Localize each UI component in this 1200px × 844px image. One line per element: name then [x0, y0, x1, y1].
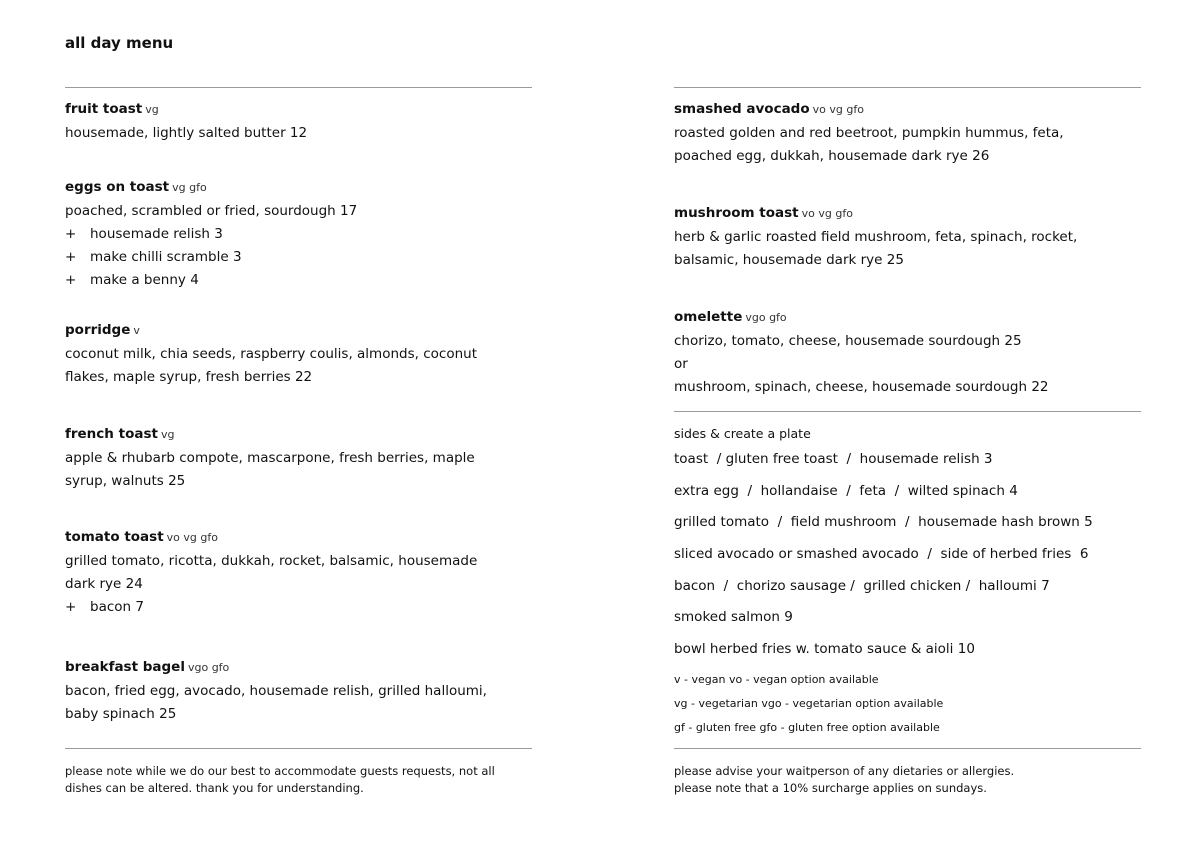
item-description: apple & rhubarb compote, mascarpone, fresh berries, maple syrup, walnuts 25 [65, 450, 475, 489]
item-tags: vgo gfo [745, 311, 787, 324]
menu-item-porridge [65, 320, 477, 389]
menu-item-french-toast [65, 424, 475, 493]
item-description: bacon, fried egg, avocado, housemade relish, grilled halloumi, baby spinach 25 [65, 683, 487, 722]
page-title: all day menu [65, 34, 174, 52]
item-description: herb & garlic roasted field mushroom, feta, spinach, rocket, balsamic, housemade dark rye 25 [674, 229, 1078, 268]
item-description: poached, scrambled or fried, sourdough 17 [65, 203, 358, 219]
menu-item-mushroom-toast [674, 203, 1077, 272]
sides-line: smoked salmon 9 [674, 609, 793, 625]
menu-item-tomato-toast [65, 527, 477, 619]
item-name: tomato toast vo vg gfo [65, 529, 218, 545]
dietary-legend-line: v - vegan vo - vegan option available [674, 673, 879, 686]
plus-icon: + [65, 249, 77, 265]
menu-item-breakfast-bagel [65, 657, 487, 726]
item-addon: + housemade relish 3 [65, 223, 357, 246]
item-name: omelette vgo gfo [674, 309, 787, 325]
item-name: french toast vg [65, 426, 175, 442]
item-tags: vg gfo [172, 181, 207, 194]
footer-note-right: please advise your waitperson of any dietaries or allergies. please note that a 10% surcharge applies on sundays. [674, 764, 1015, 795]
right-bottom-divider [674, 748, 1141, 749]
dietary-legend-line: vg - vegetarian vgo - vegetarian option available [674, 697, 944, 710]
sides-line: grilled tomato / field mushroom / housemade hash brown 5 [674, 514, 1093, 530]
item-name: smashed avocado vo vg gfo [674, 101, 864, 117]
menu-item-omelette [674, 307, 1049, 399]
plus-icon: + [65, 226, 77, 242]
item-tags: vg [145, 103, 159, 116]
item-name: fruit toast vg [65, 101, 159, 117]
item-name: mushroom toast vo vg gfo [674, 205, 853, 221]
right-top-divider [674, 87, 1141, 88]
dietary-legend-line: gf - gluten free gfo - gluten free option available [674, 721, 940, 734]
item-addon: + bacon 7 [65, 596, 477, 619]
footer-note-left: please note while we do our best to accommodate guests requests, not all dishes can be altered. thank you for understanding. [65, 764, 495, 795]
item-name: eggs on toast vg gfo [65, 179, 207, 195]
item-tags: vo vg gfo [812, 103, 864, 116]
left-top-divider [65, 87, 532, 88]
omelette-sides-divider [674, 411, 1141, 412]
left-bottom-divider [65, 748, 532, 749]
item-description: roasted golden and red beetroot, pumpkin hummus, feta, poached egg, dukkah, housemade dark rye 26 [674, 125, 1064, 164]
item-name: breakfast bagel vgo gfo [65, 659, 230, 675]
item-addon: + make chilli scramble 3 [65, 246, 357, 269]
item-tags: vo vg gfo [801, 207, 853, 220]
item-description: coconut milk, chia seeds, raspberry coulis, almonds, coconut flakes, maple syrup, fresh berries 22 [65, 346, 477, 385]
item-description: chorizo, tomato, cheese, housemade sourdough 25 or mushroom, spinach, cheese, housemade sourdough 22 [674, 333, 1049, 395]
item-addon: + make a benny 4 [65, 269, 357, 292]
sides-line: extra egg / hollandaise / feta / wilted spinach 4 [674, 483, 1018, 499]
item-name: porridge v [65, 322, 140, 338]
plus-icon: + [65, 272, 77, 288]
sides-heading: sides & create a plate [674, 426, 811, 441]
item-description: grilled tomato, ricotta, dukkah, rocket, balsamic, housemade dark rye 24 [65, 553, 478, 592]
item-tags: vg [160, 428, 175, 441]
plus-icon: + [65, 599, 77, 615]
sides-line: toast / gluten free toast / housemade relish 3 [674, 451, 993, 467]
item-tags: v [133, 324, 140, 337]
item-tags: vgo gfo [187, 661, 230, 674]
item-tags: vo vg gfo [166, 531, 218, 544]
menu-item-smashed-avocado [674, 99, 1064, 168]
sides-line: bowl herbed fries w. tomato sauce & aioli 10 [674, 641, 975, 657]
item-description: housemade, lightly salted butter 12 [65, 125, 308, 141]
sides-line: bacon / chorizo sausage / grilled chicken / halloumi 7 [674, 578, 1050, 594]
menu-item-fruit-toast [65, 99, 307, 145]
menu-item-eggs-on-toast [65, 177, 357, 292]
sides-line: sliced avocado or smashed avocado / side of herbed fries 6 [674, 546, 1089, 562]
